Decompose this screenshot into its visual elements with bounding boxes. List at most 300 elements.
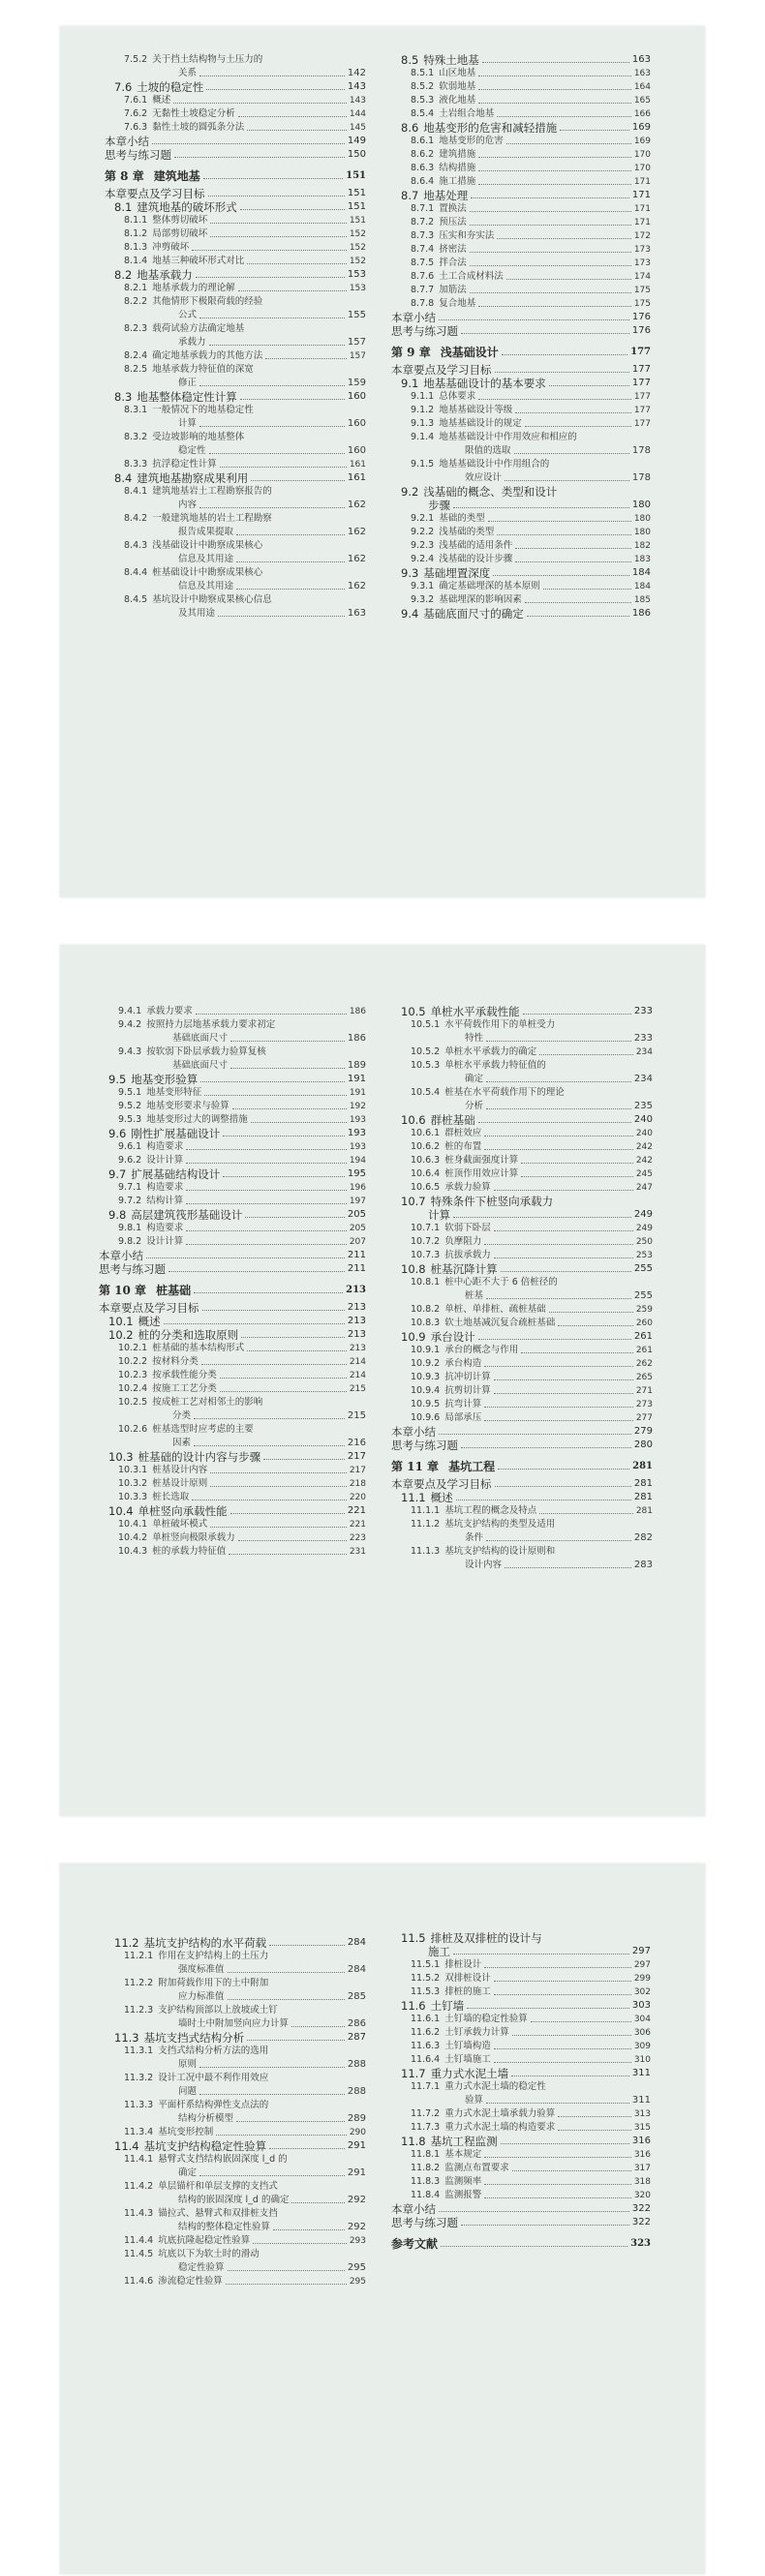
toc-entry <box>391 67 651 80</box>
toc-entry-title: 单桩、单排桩、疏桩基础 <box>444 1304 546 1315</box>
dot-leader <box>240 399 345 400</box>
dot-leader <box>484 2184 631 2185</box>
toc-entry-page: 176 <box>631 325 651 336</box>
dot-leader <box>512 2170 631 2171</box>
toc-entry-number: 11.4.5 <box>124 2249 154 2259</box>
toc-entry <box>391 1531 653 1545</box>
toc-entry-number: 8.1.1 <box>124 215 148 226</box>
toc-entry-title: 确定 <box>178 2167 198 2178</box>
toc-entry-number: 10.7.2 <box>411 1236 441 1247</box>
dot-leader <box>174 157 345 158</box>
toc-entry-page: 218 <box>349 1479 366 1489</box>
toc-entry-number: 11.7.2 <box>411 2108 441 2119</box>
toc-entry-page: 197 <box>349 1197 366 1206</box>
toc-entry-page: 153 <box>347 269 366 280</box>
toc-entry <box>391 189 651 202</box>
toc-entry-number: 11.5.2 <box>411 1973 441 1984</box>
dot-leader <box>206 89 345 90</box>
toc-entry-number: 9.4.3 <box>118 1046 142 1057</box>
toc-entry-page: 279 <box>633 1426 653 1437</box>
toc-entry-page: 213 <box>349 1344 366 1353</box>
toc-entry-title: 计算 <box>428 1208 450 1222</box>
dot-leader <box>199 385 345 386</box>
toc-entry-page: 170 <box>633 150 651 160</box>
toc-entry-page: 288 <box>347 2059 366 2070</box>
toc-entry-title: 土钉墙构造 <box>444 2041 491 2051</box>
toc-entry-number: 9.1.5 <box>411 459 435 470</box>
dot-leader <box>192 250 347 251</box>
toc-entry <box>99 1382 366 1396</box>
chapter-heading <box>105 169 366 183</box>
toc-column-left <box>105 53 366 621</box>
toc-entry-page: 177 <box>630 347 651 357</box>
toc-entry-number: 10.8.2 <box>411 1304 441 1315</box>
toc-entry-page: 249 <box>633 1209 653 1220</box>
toc-entry-number: 8.7.7 <box>411 285 435 295</box>
toc-entry-page: 297 <box>631 1946 651 1956</box>
toc-entry-title: 土钉墙施工 <box>444 2054 491 2065</box>
toc-entry-title: 限值的选取 <box>465 445 511 456</box>
toc-entry-title: 土钉墙的稳定性验算 <box>444 2014 528 2024</box>
toc-entry-page: 261 <box>633 1331 653 1342</box>
toc-entry <box>391 1545 653 1559</box>
toc-entry <box>99 1409 366 1423</box>
toc-entry-page: 235 <box>633 1101 653 1111</box>
toc-entry-title: 整体剪切破坏 <box>152 215 208 226</box>
toc-entry-page: 287 <box>347 2032 366 2043</box>
toc-entry-title: 构造要求 <box>146 1223 184 1233</box>
toc-entry <box>99 1208 366 1222</box>
toc-entry-title: 山区地基 <box>439 68 476 78</box>
toc-entry <box>99 1518 366 1531</box>
toc-entry <box>105 200 366 214</box>
toc-entry-number: 9.7 <box>108 1167 127 1181</box>
toc-entry-number: 10.9.5 <box>411 1399 441 1409</box>
toc-entry-page: 292 <box>347 2195 366 2205</box>
dot-leader <box>497 116 631 117</box>
toc-entry <box>391 107 651 121</box>
toc-entry-page: 253 <box>635 1251 653 1260</box>
toc-entry <box>99 1046 366 1059</box>
toc-entry-title: 原则 <box>178 2059 198 2070</box>
toc-entry-number: 9.1.4 <box>411 432 435 442</box>
toc-entry-page: 271 <box>635 1386 653 1396</box>
toc-entry <box>391 485 651 499</box>
toc-entry <box>99 1355 366 1369</box>
toc-entry-page: 196 <box>349 1183 366 1193</box>
toc-entry-page: 165 <box>633 96 651 106</box>
toc-entry <box>105 2167 366 2180</box>
toc-entry-number: 10.7 <box>401 1195 426 1208</box>
dot-leader <box>210 1472 347 1473</box>
toc-entry <box>99 1491 366 1504</box>
toc-entry <box>391 539 651 553</box>
toc-entry <box>105 526 366 539</box>
toc-entry-title: 建筑地基勘察成果利用 <box>137 471 249 485</box>
toc-entry-title: 结构计算 <box>146 1196 184 1206</box>
toc-entry-title: 基础的类型 <box>439 513 485 524</box>
toc-entry <box>105 227 366 241</box>
dot-leader <box>525 426 631 427</box>
toc-entry <box>391 1208 653 1222</box>
toc-entry-title: 桩基础 <box>156 1284 192 1297</box>
toc-entry <box>99 1222 366 1235</box>
toc-entry <box>391 1518 653 1531</box>
toc-entry-title: 应力标准值 <box>178 1991 225 2002</box>
toc-entry-page: 297 <box>633 1960 651 1970</box>
toc-entry <box>391 1559 653 1572</box>
dot-leader <box>291 2202 344 2203</box>
toc-entry-page: 153 <box>349 284 366 293</box>
toc-entry <box>99 1167 366 1181</box>
toc-entry <box>99 1113 366 1127</box>
toc-entry-title: 概述 <box>152 95 171 106</box>
toc-entry <box>391 2080 651 2094</box>
dot-leader <box>549 385 629 386</box>
toc-entry-title: 本章小结 <box>105 135 149 148</box>
toc-entry-title: 验算 <box>465 2095 484 2106</box>
dot-leader <box>152 143 345 144</box>
toc-entry <box>105 2072 366 2085</box>
dot-leader <box>199 426 345 427</box>
toc-entry-page: 185 <box>633 595 651 605</box>
toc-entry-title: 本章要点及学习目标 <box>391 363 492 377</box>
dot-leader <box>238 116 347 117</box>
toc-entry-title: 桩基础的设计内容与步骤 <box>138 1450 261 1464</box>
toc-entry-number: 10.2.1 <box>118 1343 148 1353</box>
toc-entry-page: 234 <box>633 1074 653 1084</box>
toc-entry-number: 11.3.3 <box>124 2100 154 2110</box>
toc-entry-page: 169 <box>631 122 651 133</box>
toc-entry-page: 151 <box>346 170 366 181</box>
toc-entry-page: 255 <box>633 1290 653 1301</box>
toc-entry <box>391 1059 653 1073</box>
toc-entry <box>105 268 366 282</box>
toc-entry-number: 8.7 <box>401 189 419 202</box>
toc-entry <box>391 1154 653 1167</box>
dot-leader <box>521 1352 633 1353</box>
toc-entry-page: 171 <box>633 204 651 214</box>
toc-entry-page: 174 <box>633 272 651 282</box>
toc-entry-title: 结构分析模型 <box>178 2113 234 2124</box>
dot-leader <box>247 263 347 264</box>
toc-entry <box>105 499 366 512</box>
toc-entry-page: 183 <box>633 555 651 564</box>
toc-entry-page: 280 <box>633 1440 653 1450</box>
dot-leader <box>186 1190 347 1191</box>
toc-entry-title: 桩的承载力特征值 <box>152 1546 227 1557</box>
toc-entry-title: 特殊条件下桩竖向承载力 <box>430 1195 554 1208</box>
toc-entry-title: 坑底抗隆起稳定性验算 <box>158 2235 251 2246</box>
toc-entry <box>391 404 651 417</box>
toc-entry <box>391 1999 651 2013</box>
dot-leader <box>470 225 631 226</box>
toc-entry-page: 304 <box>633 2015 651 2024</box>
toc-entry-title: 地基承载力的理论解 <box>152 283 235 293</box>
dot-leader <box>486 1298 631 1299</box>
toc-entry-title: 建筑地基 <box>153 169 200 183</box>
dot-leader <box>236 589 345 590</box>
toc-entry <box>391 2094 651 2107</box>
toc-entry-page: 313 <box>633 2109 651 2119</box>
toc-entry-page: 180 <box>633 528 651 537</box>
toc-entry-title: 基础埋置深度 <box>423 566 491 580</box>
toc-entry-title: 单桩破坏模式 <box>152 1519 208 1530</box>
toc-entry-page: 180 <box>631 500 651 510</box>
toc-entry-title: 计算 <box>178 418 198 429</box>
toc-entry-title: 基坑工程监测 <box>430 2135 498 2148</box>
dot-leader <box>186 1163 347 1164</box>
toc-entry-number: 10.2.3 <box>118 1370 148 1380</box>
toc-entry-title: 承台设计 <box>430 1330 475 1344</box>
toc-entry-page: 160 <box>347 418 366 429</box>
toc-entry-page: 311 <box>631 2068 651 2078</box>
toc-entry-title: 抗剪切计算 <box>444 1385 491 1396</box>
toc-entry-title: 重力式水泥土墙 <box>430 2067 509 2080</box>
toc-entry <box>391 1504 653 1518</box>
toc-entry <box>99 1127 366 1140</box>
dot-leader <box>245 1217 345 1218</box>
toc-entry-page: 322 <box>631 2203 651 2214</box>
toc-entry <box>391 135 651 148</box>
toc-entry-title: 按成桩工艺对相邻土的影响 <box>152 1397 263 1408</box>
toc-entry <box>391 80 651 94</box>
toc-entry-page: 152 <box>349 229 366 239</box>
toc-entry-number: 10.3.1 <box>118 1465 148 1475</box>
dot-leader <box>505 480 629 481</box>
toc-entry-page: 142 <box>347 68 366 78</box>
dot-leader <box>253 2243 347 2244</box>
toc-entry <box>105 2139 366 2153</box>
toc-entry-number: 9.4 <box>401 607 419 621</box>
toc-entry-number: 11.4.1 <box>124 2154 154 2165</box>
dot-leader <box>202 1310 345 1311</box>
toc-entry-number: 9.4.2 <box>118 1019 142 1030</box>
dot-leader <box>527 616 629 617</box>
toc-entry-page: 184 <box>631 567 651 578</box>
toc-entry-title: 加筋法 <box>439 285 467 295</box>
dot-leader <box>478 170 631 171</box>
toc-entry-number: 8.2.3 <box>124 323 148 334</box>
toc-entry-number: 11.6.3 <box>411 2041 441 2051</box>
toc-entry-number: 10.8 <box>401 1262 426 1276</box>
dot-leader <box>486 1081 631 1082</box>
dot-leader <box>497 238 631 239</box>
toc-entry <box>391 1357 653 1371</box>
toc-entry-number: 10.9.3 <box>411 1372 441 1382</box>
toc-entry-number: 8.5.3 <box>411 95 435 106</box>
toc-entry-number: 10.5.3 <box>411 1060 441 1071</box>
toc-entry <box>105 2275 366 2288</box>
dot-leader <box>486 1540 631 1541</box>
toc-entry-page: 283 <box>633 1560 653 1570</box>
chapter-heading <box>391 346 651 359</box>
dot-leader <box>494 1230 633 1231</box>
toc-entry <box>391 2040 651 2053</box>
toc-entry <box>105 458 366 471</box>
dot-leader <box>226 2284 347 2285</box>
toc-entry-page: 191 <box>347 1074 366 1084</box>
dot-leader <box>453 507 629 508</box>
toc-entry <box>105 2221 366 2234</box>
toc-entry-title: 平面杆系结构弹性支点法的 <box>158 2100 269 2110</box>
dot-leader <box>168 1271 345 1272</box>
toc-entry-number: 8.6.4 <box>411 176 435 187</box>
toc-entry <box>105 1977 366 1990</box>
toc-entry-title: 按施工工艺分类 <box>152 1383 217 1394</box>
dot-leader <box>482 62 629 63</box>
toc-entry-title: 排桩设计 <box>444 1959 482 1970</box>
toc-entry-title: 地基变形验算 <box>131 1073 199 1086</box>
toc-entry-number: 9.7.2 <box>118 1196 142 1206</box>
toc-entry-page: 315 <box>633 2123 651 2133</box>
toc-entry <box>99 1249 366 1262</box>
toc-entry-page: 250 <box>635 1237 653 1247</box>
toc-entry-title: 地基变形的危害 <box>439 136 504 146</box>
dot-leader <box>194 1445 345 1446</box>
toc-entry-title: 信息及其用途 <box>178 581 234 591</box>
toc-entry-title: 土钉承载力计算 <box>444 2027 509 2038</box>
toc-entry <box>391 390 651 404</box>
toc-entry-page: 291 <box>347 2140 366 2151</box>
dot-leader <box>495 1486 631 1487</box>
toc-entry-title: 思考与练习题 <box>391 1439 458 1452</box>
toc-entry <box>105 377 366 390</box>
dot-leader <box>506 279 631 280</box>
toc-entry-title: 桩基沉降计算 <box>430 1262 498 1276</box>
dot-leader <box>194 1418 345 1419</box>
toc-entry-page: 286 <box>347 2018 366 2029</box>
toc-entry <box>391 1958 651 1972</box>
toc-entry-number: 9.1.1 <box>411 391 435 402</box>
dot-leader <box>220 1391 347 1392</box>
toc-entry <box>99 1369 366 1382</box>
toc-entry-title: 受边坡影响的地基整体 <box>152 432 245 442</box>
dot-leader <box>523 1014 631 1015</box>
toc-entry <box>391 1235 653 1249</box>
toc-entry-page: 281 <box>633 1478 653 1489</box>
toc-entry-title: 浅基础的设计步骤 <box>439 554 513 564</box>
toc-entry-title: 本章小结 <box>99 1249 143 1262</box>
toc-entry-page: 151 <box>347 201 366 212</box>
toc-entry-page: 152 <box>349 243 366 253</box>
toc-entry-title: 设计内容 <box>465 1560 503 1570</box>
toc-entry <box>391 270 651 284</box>
toc-entry-title: 群桩基础 <box>430 1113 475 1127</box>
toc-entry-number: 10.6 <box>401 1113 426 1127</box>
toc-entry <box>105 2004 366 2017</box>
toc-entry <box>105 363 366 377</box>
toc-entry-page: 288 <box>347 2086 366 2097</box>
toc-entry-page: 160 <box>347 391 366 402</box>
toc-entry-title: 置换法 <box>439 203 467 214</box>
toc-entry-number: 11.3 <box>114 2031 139 2045</box>
dot-leader <box>558 1325 633 1326</box>
toc-entry-number: 8.7.4 <box>411 244 435 255</box>
toc-entry-page: 245 <box>635 1169 653 1179</box>
toc-entry-title: 确定地基承载力的其他方法 <box>152 350 263 361</box>
toc-entry-page: 213 <box>346 1285 366 1295</box>
toc-entry-number: 10.5.4 <box>411 1087 441 1098</box>
toc-entry-title: 一般建筑地基的岩土工程勘察 <box>152 513 272 524</box>
toc-entry-title: 一般情况下的地基稳定性 <box>152 405 254 415</box>
toc-entry <box>105 295 366 309</box>
dot-leader <box>494 1379 633 1380</box>
toc-entry <box>105 2153 366 2167</box>
dot-leader <box>240 209 345 210</box>
toc-entry-title: 抗弯计算 <box>444 1399 482 1409</box>
toc-entry <box>391 377 651 390</box>
toc-entry-number: 11.8.1 <box>411 2149 441 2160</box>
toc-entry <box>99 1396 366 1409</box>
toc-entry-number: 9.2.3 <box>411 540 435 551</box>
toc-entry-number: 9.5 <box>108 1073 127 1086</box>
dot-leader <box>470 211 631 212</box>
toc-entry <box>105 2234 366 2248</box>
dot-leader <box>494 1981 631 1982</box>
dot-leader <box>486 1108 631 1109</box>
toc-entry <box>391 1249 653 1262</box>
toc-entry <box>391 2175 651 2189</box>
toc-entry-title: 按照持力层地基承载力要求初定 <box>146 1019 276 1030</box>
toc-entry-page: 284 <box>347 1964 366 1975</box>
dot-leader <box>230 1068 345 1069</box>
toc-entry-page: 173 <box>633 258 651 268</box>
toc-entry-number: 8.7.2 <box>411 217 435 227</box>
toc-entry <box>391 1222 653 1235</box>
toc-entry-number: 9.6 <box>108 1127 127 1140</box>
toc-entry <box>391 1018 653 1032</box>
toc-entry-page: 249 <box>635 1224 653 1233</box>
toc-entry-number: 11.4.3 <box>124 2208 154 2219</box>
toc-entry-page: 281 <box>632 1461 653 1471</box>
toc-entry <box>99 1154 366 1167</box>
toc-entry-number: 8.4.3 <box>124 540 148 551</box>
toc-entry-number: 11.1.3 <box>411 1546 441 1557</box>
toc-entry-number: 7.6 <box>114 80 133 94</box>
toc-entry-title: 抗浮稳定性计算 <box>152 459 217 470</box>
toc-entry-number: 10.3.3 <box>118 1492 148 1502</box>
toc-entry-page: 166 <box>633 109 651 119</box>
toc-entry <box>105 322 366 336</box>
toc-entry <box>105 2085 366 2099</box>
dot-leader <box>228 1999 345 2000</box>
toc-entry <box>99 1181 366 1195</box>
dot-leader <box>525 602 631 603</box>
toc-entry-title: 本章要点及学习目标 <box>105 187 205 200</box>
toc-entry-page: 215 <box>347 1410 366 1421</box>
toc-entry-page: 170 <box>633 164 651 173</box>
toc-entry-title: 地基变形要求与验算 <box>146 1101 230 1111</box>
toc-entry-title: 液化地基 <box>439 95 476 106</box>
toc-entry <box>105 566 366 580</box>
dot-leader <box>216 2135 347 2136</box>
toc-entry <box>105 512 366 526</box>
toc-entry <box>391 1289 653 1303</box>
toc-entry-number: 11.3.2 <box>124 2073 154 2083</box>
toc-entry <box>105 485 366 499</box>
toc-entry-title: 基础底面尺寸的确定 <box>423 607 524 621</box>
toc-entry-number: 11.1 <box>401 1491 426 1504</box>
toc-entry-page: 303 <box>631 2000 651 2011</box>
toc-entry-title: 本章小结 <box>391 311 436 324</box>
dot-leader <box>199 2094 345 2095</box>
toc-entry <box>391 1317 653 1330</box>
toc-entry-number: 8.2.1 <box>124 283 148 293</box>
dot-leader <box>223 1176 345 1177</box>
toc-entry-title: 基坑支护结构的水平荷载 <box>143 1936 267 1950</box>
toc-entry-number: 10.7.3 <box>411 1250 441 1260</box>
